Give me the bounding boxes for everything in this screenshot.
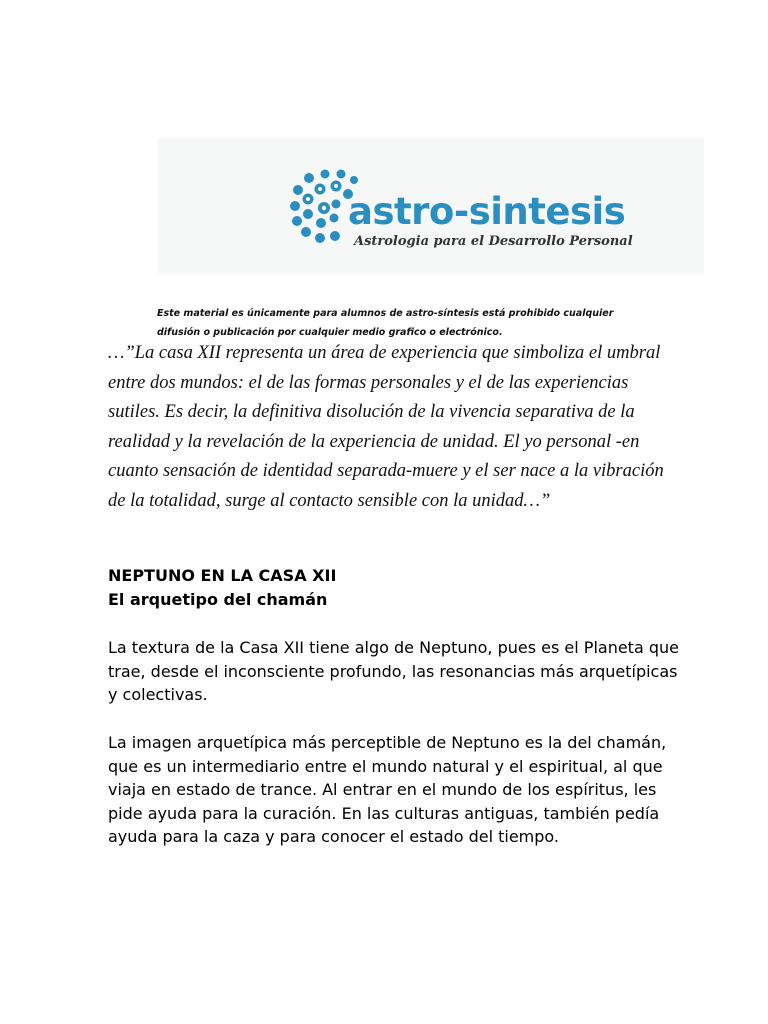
brand-name: astro-sintesis	[348, 190, 626, 233]
section-title: NEPTUNO EN LA CASA XII	[108, 566, 337, 585]
logo-banner	[158, 138, 704, 274]
paragraph: La textura de la Casa XII tiene algo de Neptuno, pues es el Planeta que trae, desde el inconsciente profundo, las resonancias más arquetípicas y colectivas.	[108, 638, 679, 704]
opening-quote: …”La casa XII representa un área de experiencia que simboliza el umbral entre dos mundos: el de las formas personales y el de las experiencias sutiles. Es decir, la definitiva disolución de la vivencia separativa de la realidad y la revelación de la experiencia de unidad. El yo personal -en cuanto sensación de identidad separada-muere y el ser nace a la vibración de la totalidad, surge al contacto sensible con la unidad…”	[108, 343, 664, 511]
paragraph: La imagen arquetípica más perceptible de Neptuno es la del chamán, que es un intermediario entre el mundo natural y el espiritual, al que viaja en estado de trance. Al entrar en el mundo de los espíritus, les pide ayuda para la curación. En las culturas antiguas, también pedía ayuda para la caza y para conocer el estado del tiempo.	[108, 733, 667, 846]
copyright-notice: Este material es únicamente para alumnos de astro-síntesis está prohibido cualquier difusión o publicación por cualquier medio grafico o electrónico.	[157, 308, 614, 338]
section-subtitle: El arquetipo del chamán	[108, 590, 328, 609]
brand-tagline: Astrologia para el Desarrollo Personal	[354, 234, 633, 249]
